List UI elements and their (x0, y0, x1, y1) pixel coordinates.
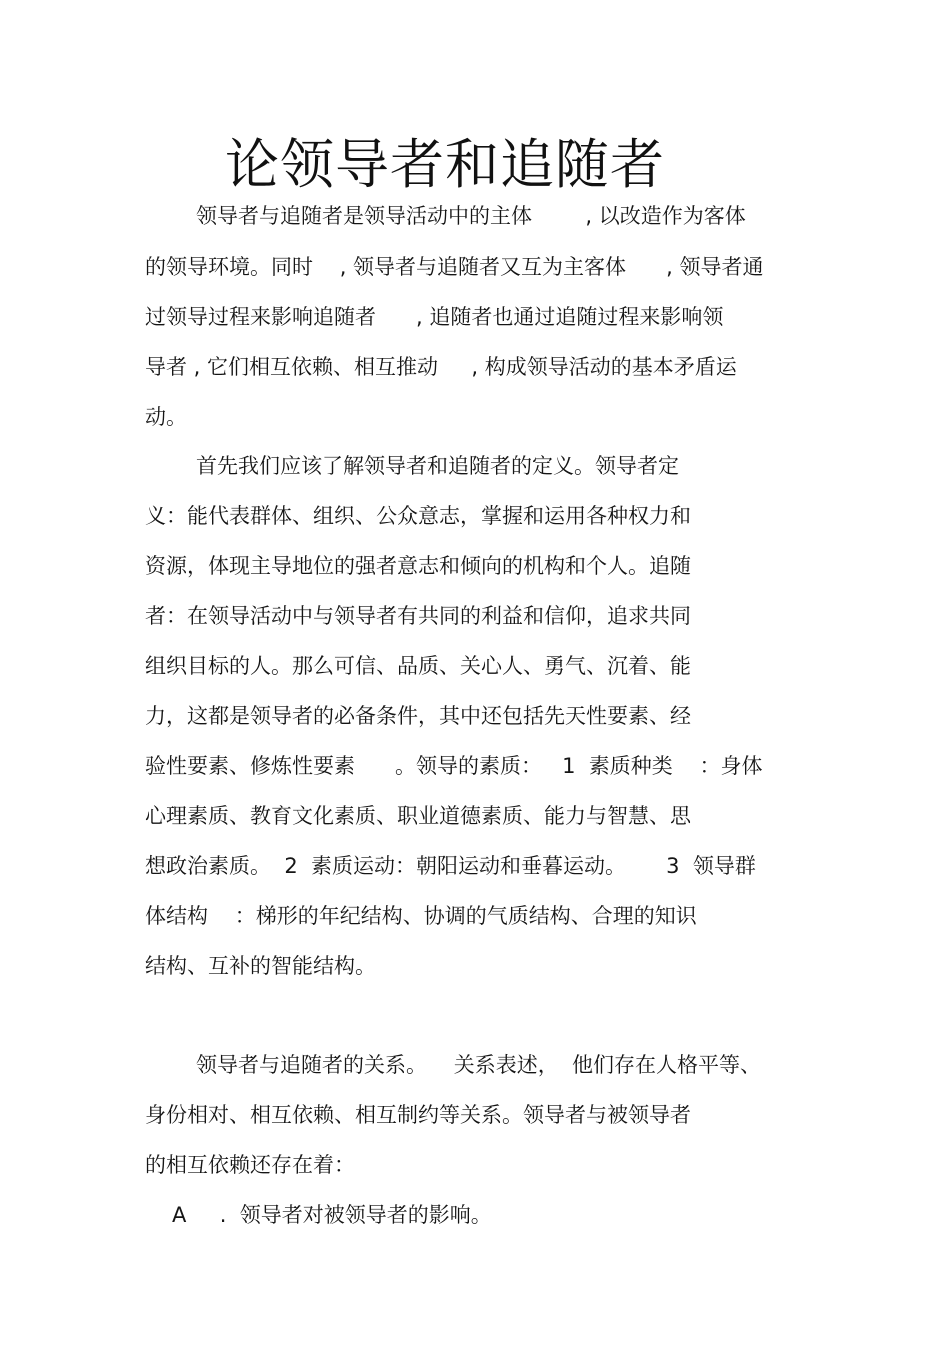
paragraph-2-line-10: 体结构 ：梯形的年纪结构、协调的气质结构、合理的知识 (145, 904, 697, 928)
paragraph-2-line-7: 验性要素、修炼性要素 。领导的素质： 1 素质种类 ：身体 (145, 754, 763, 778)
paragraph-2-line-6: 力，这都是领导者的必备条件，其中还包括先天性要素、经 (145, 704, 691, 728)
paragraph-1-line-3: 过领导过程来影响追随者 , 追随者也通过追随过程来影响领 (145, 305, 724, 329)
paragraph-2-line-3: 资源，体现主导地位的强者意志和倾向的机构和个人。追随 (145, 554, 691, 578)
paragraph-1-line-2: 的领导环境。同时 , 领导者与追随者又互为主客体 , 领导者通 (145, 255, 764, 279)
paragraph-2-line-5: 组织目标的人。那么可信、品质、关心人、勇气、沉着、能 (145, 654, 691, 678)
document-title: 论领导者和追随者 (225, 133, 665, 196)
paragraph-3-line-3: 的相互依赖还存在着： (145, 1153, 355, 1177)
paragraph-3-line-1: 领导者与追随者的关系。 关系表述， 他们存在人格平等、 (196, 1053, 762, 1077)
paragraph-1-line-4: 导者 , 它们相互依赖、相互推动 , 构成领导活动的基本矛盾运 (145, 355, 737, 379)
paragraph-2-line-11: 结构、互补的智能结构。 (145, 954, 376, 978)
list-item-a: A . 领导者对被领导者的影响。 (172, 1203, 492, 1227)
paragraph-2-line-2: 义：能代表群体、组织、公众意志，掌握和运用各种权力和 (145, 504, 691, 528)
paragraph-2-line-9: 想政治素质。 2 素质运动：朝阳运动和垂暮运动。 3 领导群 (145, 854, 756, 878)
paragraph-3-line-2: 身份相对、相互依赖、相互制约等关系。领导者与被领导者 (145, 1103, 691, 1127)
paragraph-1-line-5: 动。 (145, 405, 187, 429)
paragraph-1-line-1: 领导者与追随者是领导活动中的主体 , 以改造作为客体 (196, 204, 746, 228)
paragraph-2-line-8: 心理素质、教育文化素质、职业道德素质、能力与智慧、思 (145, 804, 691, 828)
paragraph-2-line-1: 首先我们应该了解领导者和追随者的定义。领导者定 (196, 454, 679, 478)
paragraph-2-line-4: 者：在领导活动中与领导者有共同的利益和信仰，追求共同 (145, 604, 691, 628)
